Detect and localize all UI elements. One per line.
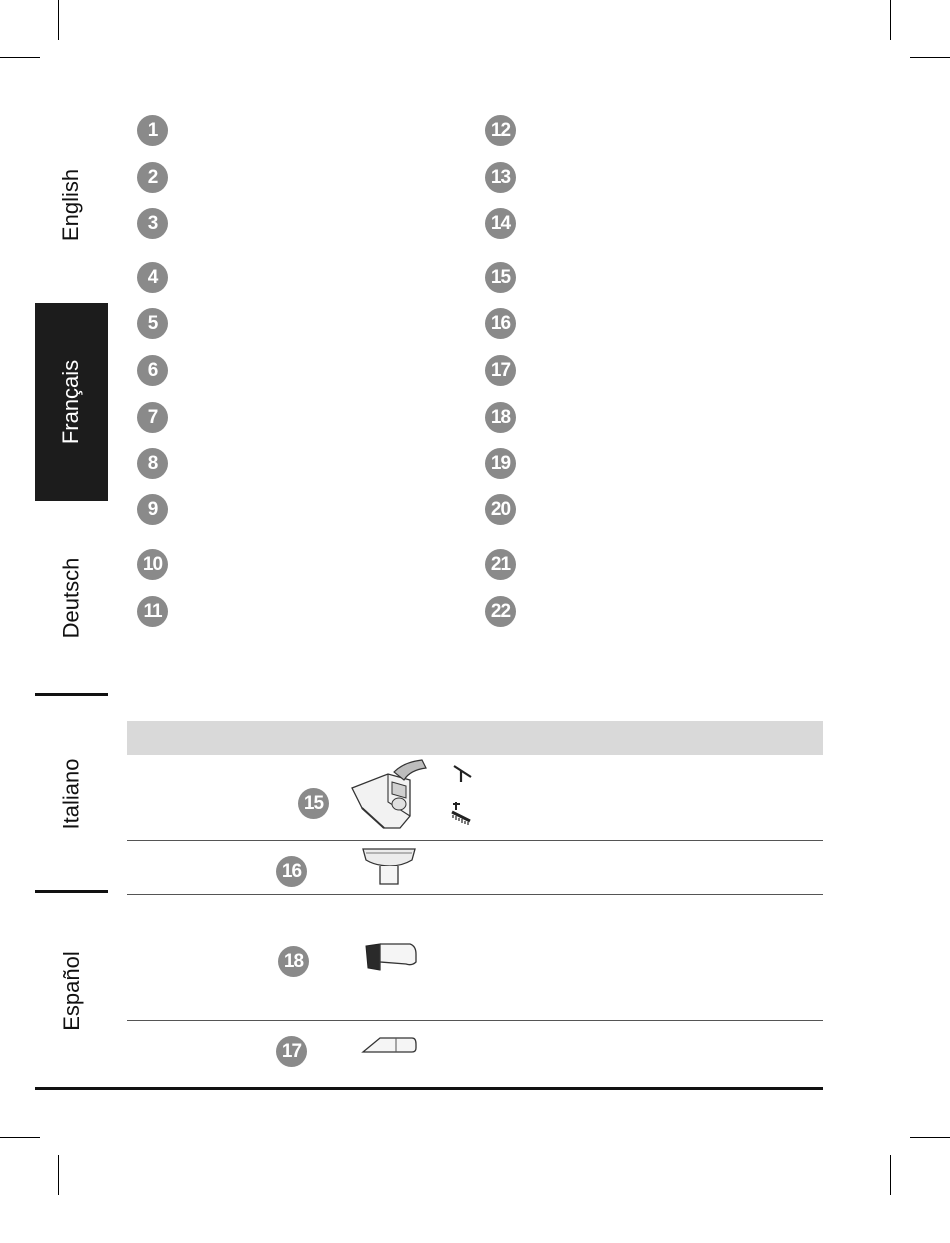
- table-divider: [127, 1020, 823, 1021]
- table-divider: [127, 894, 823, 895]
- tab-english[interactable]: [35, 110, 108, 300]
- tab-deutsch[interactable]: [35, 505, 108, 690]
- tab-italiano[interactable]: [35, 700, 108, 887]
- tab-separator: [35, 890, 108, 893]
- part-number-badge: 21: [485, 549, 516, 580]
- part-number-badge: 10: [137, 549, 168, 580]
- crop-mark: [0, 1137, 40, 1138]
- table-divider: [127, 840, 823, 841]
- crop-mark: [890, 0, 891, 40]
- crop-mark: [890, 1155, 891, 1195]
- tab-label: Italiano: [58, 758, 84, 829]
- tab-label: Français: [58, 359, 84, 445]
- tab-francais[interactable]: [35, 303, 108, 501]
- accessory-number-badge: 16: [276, 856, 307, 887]
- part-number-badge: 12: [485, 115, 516, 146]
- crop-mark: [910, 57, 950, 58]
- tab-separator: [35, 693, 108, 696]
- tab-label: Deutsch: [58, 557, 84, 638]
- crop-mark: [58, 0, 59, 40]
- part-number-badge: 4: [137, 262, 168, 293]
- floor-brush-icon: [348, 758, 430, 832]
- accessory-number-badge: 18: [278, 946, 309, 977]
- part-number-badge: 19: [485, 448, 516, 479]
- part-number-badge: 14: [485, 208, 516, 239]
- part-number-badge: 6: [137, 355, 168, 386]
- part-number-badge: 5: [137, 308, 168, 339]
- part-number-badge: 20: [485, 494, 516, 525]
- part-number-badge: 3: [137, 208, 168, 239]
- part-number-badge: 22: [485, 596, 516, 627]
- crop-mark: [910, 1137, 950, 1138]
- page-bottom-rule: [35, 1087, 823, 1090]
- crop-mark: [58, 1155, 59, 1195]
- crop-mark: [0, 57, 40, 58]
- part-number-badge: 18: [485, 402, 516, 433]
- dusting-brush-icon: [362, 940, 418, 974]
- part-number-badge: 1: [137, 115, 168, 146]
- tab-label: English: [58, 168, 84, 242]
- part-number-badge: 13: [485, 162, 516, 193]
- accessory-number-badge: 15: [298, 788, 329, 819]
- part-number-badge: 2: [137, 162, 168, 193]
- brush-bristles-icon: [450, 800, 474, 828]
- accessory-number-badge: 17: [276, 1036, 307, 1067]
- part-number-badge: 7: [137, 402, 168, 433]
- part-number-badge: 9: [137, 494, 168, 525]
- tab-label: Español: [58, 950, 84, 1031]
- part-number-badge: 15: [485, 262, 516, 293]
- part-number-badge: 11: [137, 596, 168, 627]
- crevice-tool-icon: [360, 1034, 418, 1056]
- part-number-badge: 17: [485, 355, 516, 386]
- pedal-up-icon: [452, 762, 474, 784]
- part-number-badge: 16: [485, 308, 516, 339]
- tab-espanol[interactable]: [35, 897, 108, 1084]
- upholstery-nozzle-icon: [360, 846, 418, 888]
- table-header-bar: [127, 721, 823, 755]
- part-number-badge: 8: [137, 448, 168, 479]
